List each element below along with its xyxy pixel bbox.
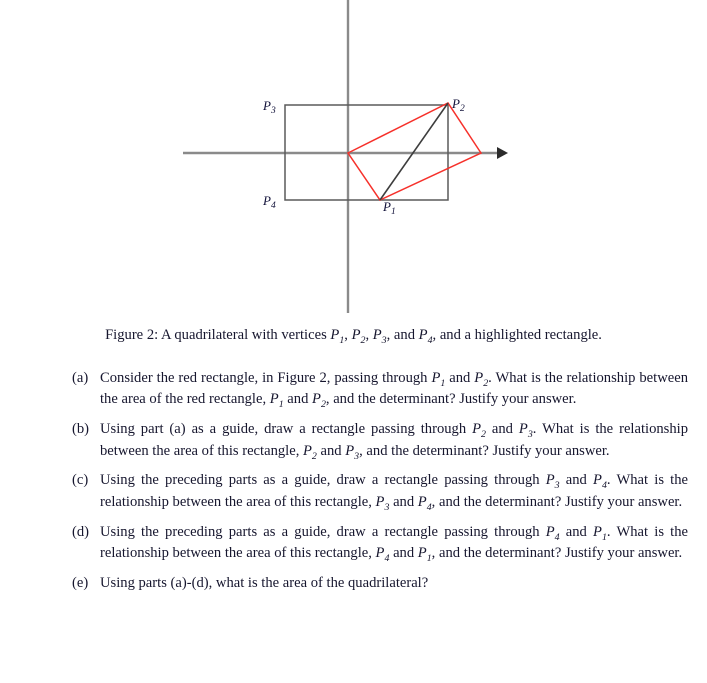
math-point-label: $P_1$: [330, 327, 345, 346]
label-p2: $P_2$: [452, 96, 465, 114]
math-point-label: $P_2$: [312, 391, 326, 411]
question-marker: (e): [72, 574, 89, 591]
question-marker: (b): [72, 421, 90, 438]
math-point-label: $P_4$: [545, 523, 560, 543]
black-diagonal-p1-p2: [380, 103, 448, 200]
label-p4: $P_4$: [263, 193, 276, 211]
math-point-label: $P_2$: [472, 421, 486, 441]
question-marker: (a): [72, 370, 89, 386]
math-point-label: $P_2$: [351, 327, 366, 346]
label-p3: $P_3$: [263, 98, 276, 116]
question-marker: (c): [72, 472, 89, 489]
question-text: Using the preceding parts as a guide, draw a rectangle passing through $P_3$ and $P_4$. What is the relationship between the area of this rectangle, $P_3$ and $P_4$, and the determinant? Justify your answer.: [100, 472, 689, 513]
math-point-label: $P_4$: [375, 544, 390, 564]
question-list: [72, 369, 688, 602]
math-point-label: $P_3$: [545, 472, 560, 492]
question-text: Using parts (a)-(d), what is the area of the quadrilateral?: [100, 574, 429, 591]
math-point-label: $P_1$: [417, 544, 432, 564]
figure-region: [0, 0, 707, 318]
label-p1: $P_1$: [383, 199, 396, 217]
math-point-label: $P_3$: [372, 327, 387, 346]
question-text: Using part (a) as a guide, draw a rectangle passing through $P_2$ and $P_3$. What is the relationship between the area of this rectangle, $P_2$ and $P_3$, and the determinant? Justify your answer.: [100, 421, 688, 462]
math-point-label: $P_2$: [474, 370, 489, 389]
question-item: [72, 420, 688, 463]
math-point-label: $P_4$: [418, 327, 433, 346]
question-item: [72, 471, 688, 514]
math-point-label: $P_1$: [593, 523, 607, 543]
question-text: Consider the red rectangle, in Figure 2, passing through $P_1$ and $P_2$. What is the relationship between the area of the red rectangle, $P_1$ and $P_2$, and the determinant? Justify your answer.: [100, 370, 689, 411]
question-item: [72, 523, 688, 566]
question-item: [72, 574, 688, 594]
math-point-label: $P_3$: [375, 493, 390, 513]
question-marker: (d): [72, 523, 90, 540]
question-item: [72, 369, 688, 412]
math-point-label: $P_1$: [431, 370, 446, 389]
math-point-label: $P_3$: [518, 421, 533, 441]
x-axis-arrowhead: [497, 147, 508, 159]
math-point-label: $P_3$: [345, 442, 360, 462]
figure-caption: [0, 326, 707, 347]
math-point-label: $P_4$: [593, 472, 607, 492]
math-point-label: $P_2$: [303, 442, 317, 462]
question-text: Using the preceding parts as a guide, draw a rectangle passing through $P_4$ and $P_1$. What is the relationship between the area of this rectangle, $P_4$ and $P_1$, and the determinant? Justify your answer.: [100, 523, 689, 564]
math-point-label: $P_1$: [269, 391, 284, 411]
quadrilateral-figure-svg: [0, 0, 707, 318]
figure-caption-text: Figure 2: A quadrilateral with vertices $P_1$, $P_2$, $P_3$, and $P_4$, and a highlighted rectangle.: [105, 327, 602, 346]
math-point-label: $P_4$: [417, 493, 432, 513]
